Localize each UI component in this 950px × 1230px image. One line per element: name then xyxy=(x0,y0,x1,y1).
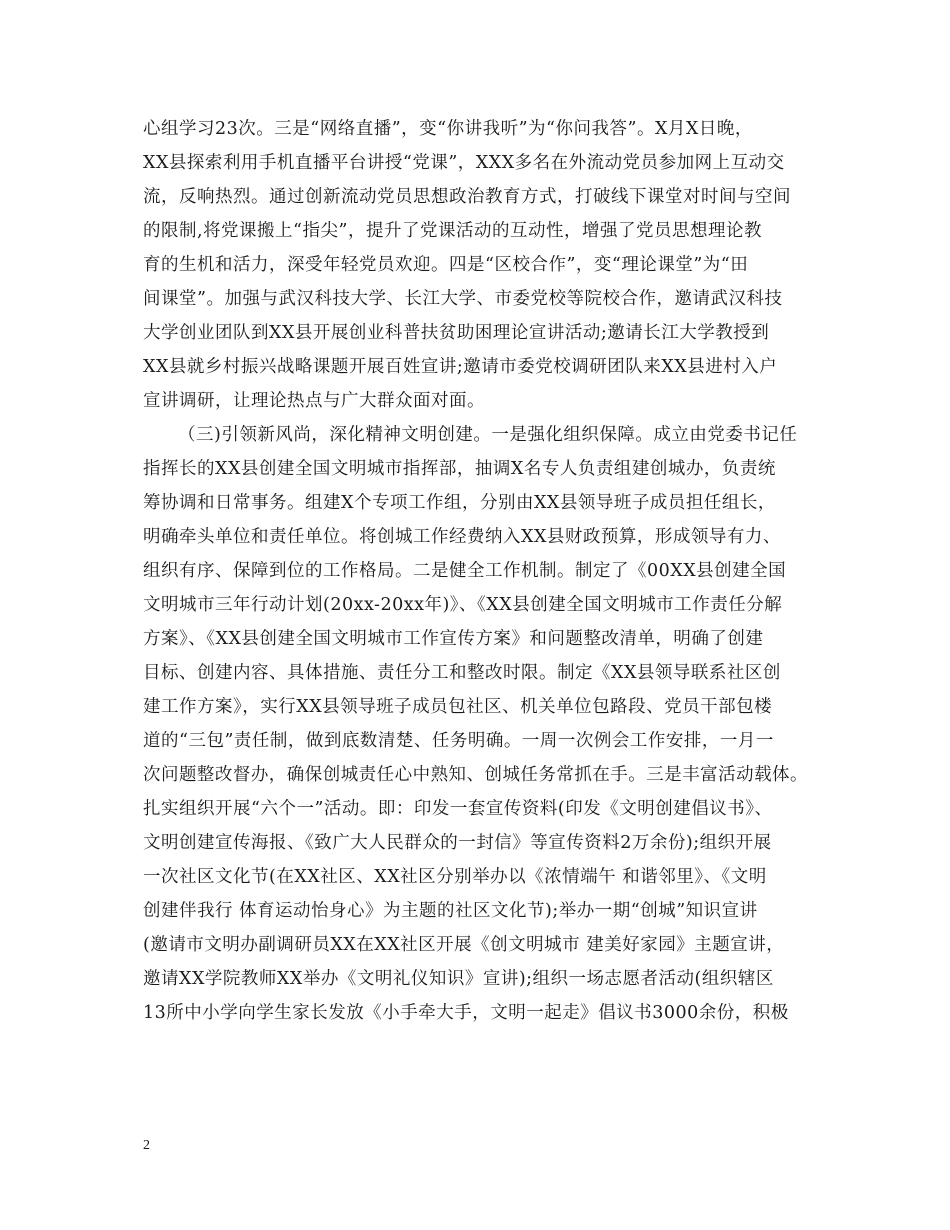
text-line: 组织有序、保障到位的工作格局。二是健全工作机制。制定了《00XX县创建全国 xyxy=(143,561,787,581)
text-line: 明确牵头单位和责任单位。将创城工作经费纳入XX县财政预算，形成领导有力、 xyxy=(143,527,781,547)
text-line: XX县探索利用手机直播平台讲授“党课”，XXX多名在外流动党员参加网上互动交 xyxy=(143,153,785,173)
text-line: (邀请市文明办副调研员XX在XX社区开展《创文明城市 建美好家园》主题宣讲， xyxy=(143,935,785,955)
text-line: 文明创建宣传海报、《致广大人民群众的一封信》等宣传资料2万余份);组织开展 xyxy=(143,833,772,853)
text-line: 文明城市三年行动计划(20xx-20xx年)》、《XX县创建全国文明城市工作责任分解 xyxy=(143,595,783,615)
text-line: 建工作方案》，实行XX县领导班子成员包社区、机关单位包路段、党员干部包楼 xyxy=(143,697,773,717)
text-line: 流，反响热烈。通过创新流动党员思想政治教育方式，打破线下课堂对时间与空间 xyxy=(143,187,791,207)
text-line: 心组学习23次。三是“网络直播”，变“你讲我听”为“你问我答”。X月X日晚， xyxy=(143,119,753,139)
text-line: 育的生机和活力，深受年轻党员欢迎。四是“区校合作”，变“理论课堂”为“田 xyxy=(143,255,749,275)
text-line: 方案》、《XX县创建全国文明城市工作宣传方案》和问题整改清单，明确了创建 xyxy=(143,629,764,649)
text-line: 扎实组织开展“六个一”活动。即：印发一套宣传资料(印发《文明创建倡议书》、 xyxy=(143,799,773,819)
text-line: 宣讲调研，让理论热点与广大群众面对面。 xyxy=(143,391,485,411)
text-line: 间课堂”。加强与武汉科技大学、长江大学、市委党校等院校合作，邀请武汉科技 xyxy=(143,289,783,309)
text-line: 的限制,将党课搬上“指尖”，提升了党课活动的互动性，增强了党员思想理论教 xyxy=(143,221,762,241)
text-line: 大学创业团队到XX县开展创业科普扶贫助困理论宣讲活动;邀请长江大学教授到 xyxy=(143,323,770,343)
text-line: 13所中小学向学生家长发放《小手牵大手，文明一起走》倡议书3000余份，积极 xyxy=(143,1003,789,1023)
text-line: 道的“三包”责任制，做到底数清楚、任务明确。一周一次例会工作安排，一月一 xyxy=(143,731,774,751)
text-line: 邀请XX学院教师XX举办《文明礼仪知识》宣讲);组织一场志愿者活动(组织辖区 xyxy=(143,969,774,989)
text-line: 筹协调和日常事务。组建X个专项工作组，分别由XX县领导班子成员担任组长， xyxy=(143,493,776,513)
text-line: 指挥长的XX县创建全国文明城市指挥部，抽调X名专人负责组建创城办，负责统 xyxy=(143,459,776,479)
text-line: 创建伴我行 体育运动怡身心》为主题的社区文化节);举办一期“创城”知识宣讲 xyxy=(143,901,758,921)
page-number: 2 xyxy=(143,1138,150,1153)
text-line: XX县就乡村振兴战略课题开展百姓宣讲;邀请市委党校调研团队来XX县进村入户 xyxy=(143,357,778,377)
paragraph-first-line: （三)引领新风尚，深化精神文明创建。一是强化组织保障。成立由党委书记任 xyxy=(178,425,798,445)
text-line: 目标、创建内容、具体措施、责任分工和整改时限。制定《XX县领导联系社区创 xyxy=(143,663,781,683)
text-line: 一次社区文化节(在XX社区、XX社区分别举办以《浓情端午 和谐邻里》、《文明 xyxy=(143,867,767,887)
text-line: 次问题整改督办，确保创城责任心中熟知、创城任务常抓在手。三是丰富活动载体。 xyxy=(143,765,809,785)
